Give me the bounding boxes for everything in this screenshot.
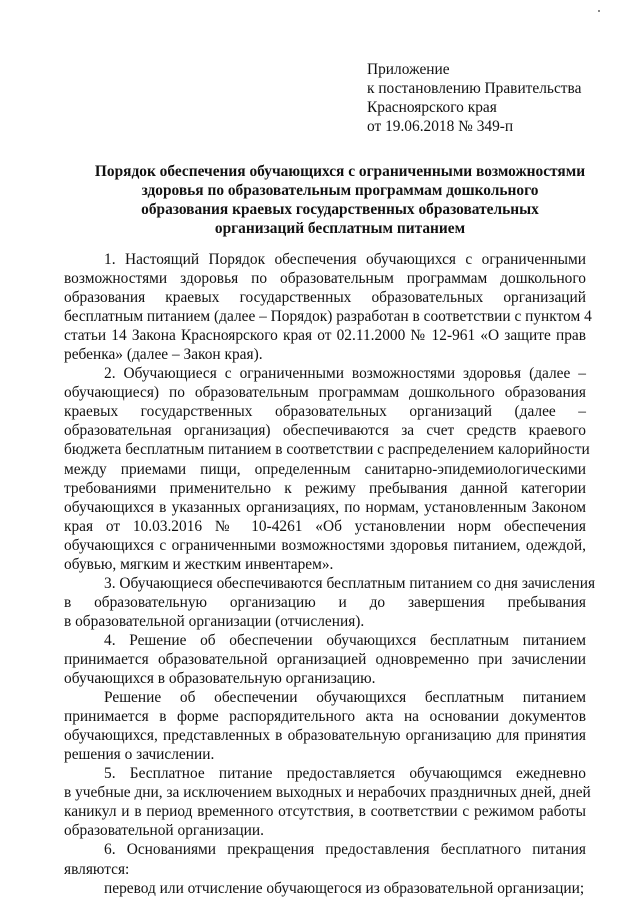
body-line: 3. Обучающиеся обеспечиваются бесплатным питанием со дня зачисления	[104, 574, 596, 592]
body-line: ребенка» (далее – Закон края).	[64, 346, 263, 364]
body-line: в образовательную организацию и до завершения пребывания	[64, 593, 586, 611]
title-line: Порядок обеспечения обучающихся с ограниченными возможностями	[94, 163, 586, 180]
body-line: возможностями здоровья по образовательным программам дошкольного	[64, 270, 586, 288]
body-line: требованиями применительно к режиму пребывания данной категории	[64, 479, 586, 497]
body-line: обучающихся в указанных организациях, по нормам, установленным Законом	[64, 498, 586, 516]
body-line: принимается образовательной организацией одновременно при зачислении	[64, 650, 586, 668]
body-line: 6. Основаниями прекращения предоставления бесплатного питания	[104, 841, 586, 859]
body-line: являются:	[64, 860, 130, 878]
body-line: 2. Обучающиеся с ограниченными возможностями здоровья (далее –	[104, 365, 586, 383]
body-line: статьи 14 Закона Красноярского края от 02.11.2000 № 12-961 «О защите прав	[64, 327, 586, 345]
body-line: 4. Решение об обеспечении обучающихся бесплатным питанием	[104, 631, 586, 649]
appendix-line: к постановлению Правительства	[367, 80, 582, 97]
body-line: бюджета бесплатным питанием в соответствии с распределением калорийности	[64, 441, 590, 459]
body-line: в образовательной организации (отчисления).	[64, 612, 365, 630]
body-line: обучающихся в образовательную организацию.	[64, 670, 376, 688]
body-line: образовательной организации.	[64, 822, 264, 840]
title-line: образования краевых государственных образовательных	[141, 201, 539, 218]
body-line: 5. Бесплатное питание предоставляется обучающимся ежедневно	[104, 765, 586, 783]
body-line: 1. Настоящий Порядок обеспечения обучающихся с ограниченными	[104, 251, 586, 268]
appendix-line: Красноярского края	[367, 99, 497, 116]
body-line: принимается в форме распорядительного акта на основании документов	[64, 708, 586, 726]
body-line: обучающихся, представленных в образовательную организацию для принятия	[64, 727, 586, 745]
body-line: края от 10.03.2016 № 10-4261 «Об установлении норм обеспечения	[64, 517, 586, 535]
body-line: каникул и в период временного отсутствия, в соответствии с режимом работы	[64, 803, 586, 821]
body-line: обучающиеся) по образовательным программам дошкольного образования	[64, 384, 586, 402]
body-line: Решение об обеспечении обучающихся бесплатным питанием	[104, 689, 586, 707]
document-title	[74, 162, 606, 238]
body-line: бесплатным питанием (далее – Порядок) разработан в соответствии с пунктом 4	[64, 308, 592, 326]
body-line: образования краевых государственных образовательных организаций	[64, 289, 586, 307]
body-line: обучающихся с ограниченными возможностями здоровья питанием, одеждой,	[64, 536, 586, 554]
appendix-line: Приложение	[367, 61, 450, 78]
body-line: между приемами пищи, определенным санитарно-эпидемиологическими	[64, 460, 586, 478]
body-line: решения о зачислении.	[64, 746, 215, 764]
appendix-header	[367, 60, 581, 136]
title-line: организаций бесплатным питанием	[214, 220, 466, 237]
scan-speck	[598, 10, 600, 12]
body-line: обувью, мягким и жестким инвентарем».	[64, 555, 334, 573]
body-line: образовательная организация) обеспечиваются за счет средств краевого	[64, 422, 586, 440]
body-line: краевых государственных образовательных организаций (далее –	[64, 403, 586, 421]
title-line: здоровья по образовательным программам дошкольного	[141, 182, 539, 199]
appendix-line: от 19.06.2018 № 349-п	[367, 118, 514, 135]
document-body	[64, 250, 596, 898]
body-line: перевод или отчисление обучающегося из образовательной организации;	[104, 879, 585, 897]
body-line: в учебные дни, за исключением выходных и нерабочих праздничных дней, дней	[64, 784, 591, 802]
